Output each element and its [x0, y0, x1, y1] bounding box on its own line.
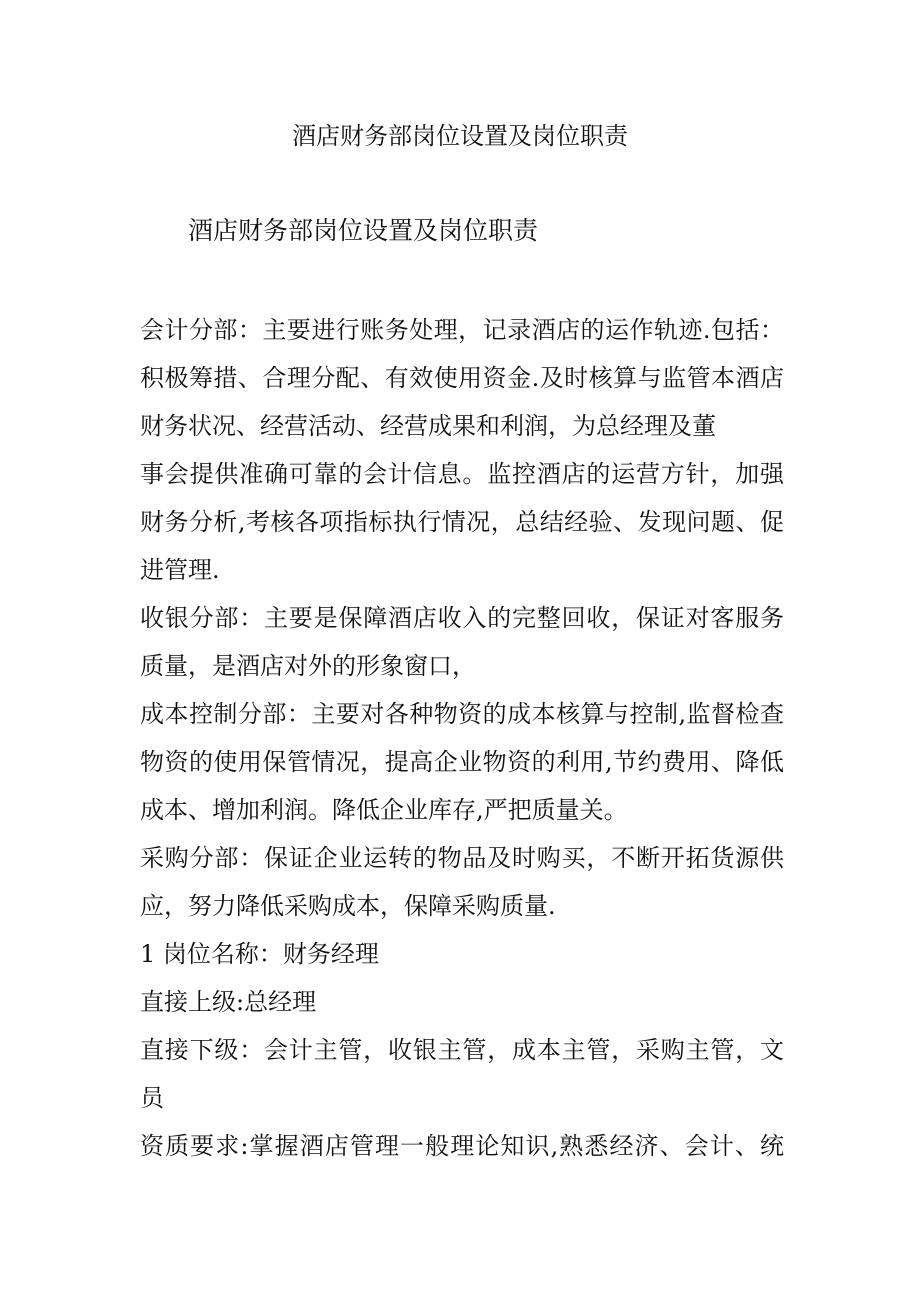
document-title: 酒店财务部岗位设置及岗位职责 [292, 122, 628, 150]
body-line-accounting-4: 事会提供准确可靠的会计信息。监控酒店的运营方针，加强 [140, 460, 784, 488]
body-line-cashier-2: 质量，是酒店对外的形象窗口， [140, 652, 476, 680]
body-line-cost-1: 成本控制分部：主要对各种物资的成本核算与控制,监督检查 [140, 700, 784, 728]
body-line-cashier-1: 收银分部：主要是保障酒店收入的完整回收，保证对客服务 [140, 604, 784, 632]
body-line-qualifications: 资质要求:掌握酒店管理一般理论知识,熟悉经济、会计、统 [140, 1132, 784, 1160]
body-line-cost-3: 成本、增加利润。降低企业库存,严把质量关。 [140, 796, 628, 824]
body-line-accounting-1: 会计分部：主要进行账务处理，记录酒店的运作轨迹.包括： [140, 316, 784, 344]
body-line-direct-subordinates-1: 直接下级：会计主管，收银主管，成本主管，采购主管，文 [140, 1036, 784, 1064]
body-line-accounting-5: 财务分析,考核各项指标执行情况，总结经验、发现问题、促 [140, 508, 784, 536]
body-line-purchasing-1: 采购分部：保证企业运转的物品及时购买，不断开拓货源供 [140, 844, 784, 872]
body-line-accounting-6: 进管理. [140, 556, 220, 584]
body-line-position-name: 1 岗位名称：财务经理 [140, 940, 379, 968]
body-line-direct-subordinates-2: 员 [140, 1084, 164, 1112]
body-line-accounting-3: 财务状况、经营活动、经营成果和利润，为总经理及董 [140, 412, 716, 440]
body-line-purchasing-2: 应，努力降低采购成本，保障采购质量. [140, 892, 556, 920]
body-line-accounting-2: 积极筹措、合理分配、有效使用资金.及时核算与监管本酒店 [140, 364, 784, 392]
document-subtitle: 酒店财务部岗位设置及岗位职责 [188, 216, 539, 245]
document-body [140, 308, 784, 1172]
body-line-cost-2: 物资的使用保管情况，提高企业物资的利用,节约费用、降低 [140, 748, 784, 776]
body-line-direct-superior: 直接上级:总经理 [140, 988, 317, 1016]
